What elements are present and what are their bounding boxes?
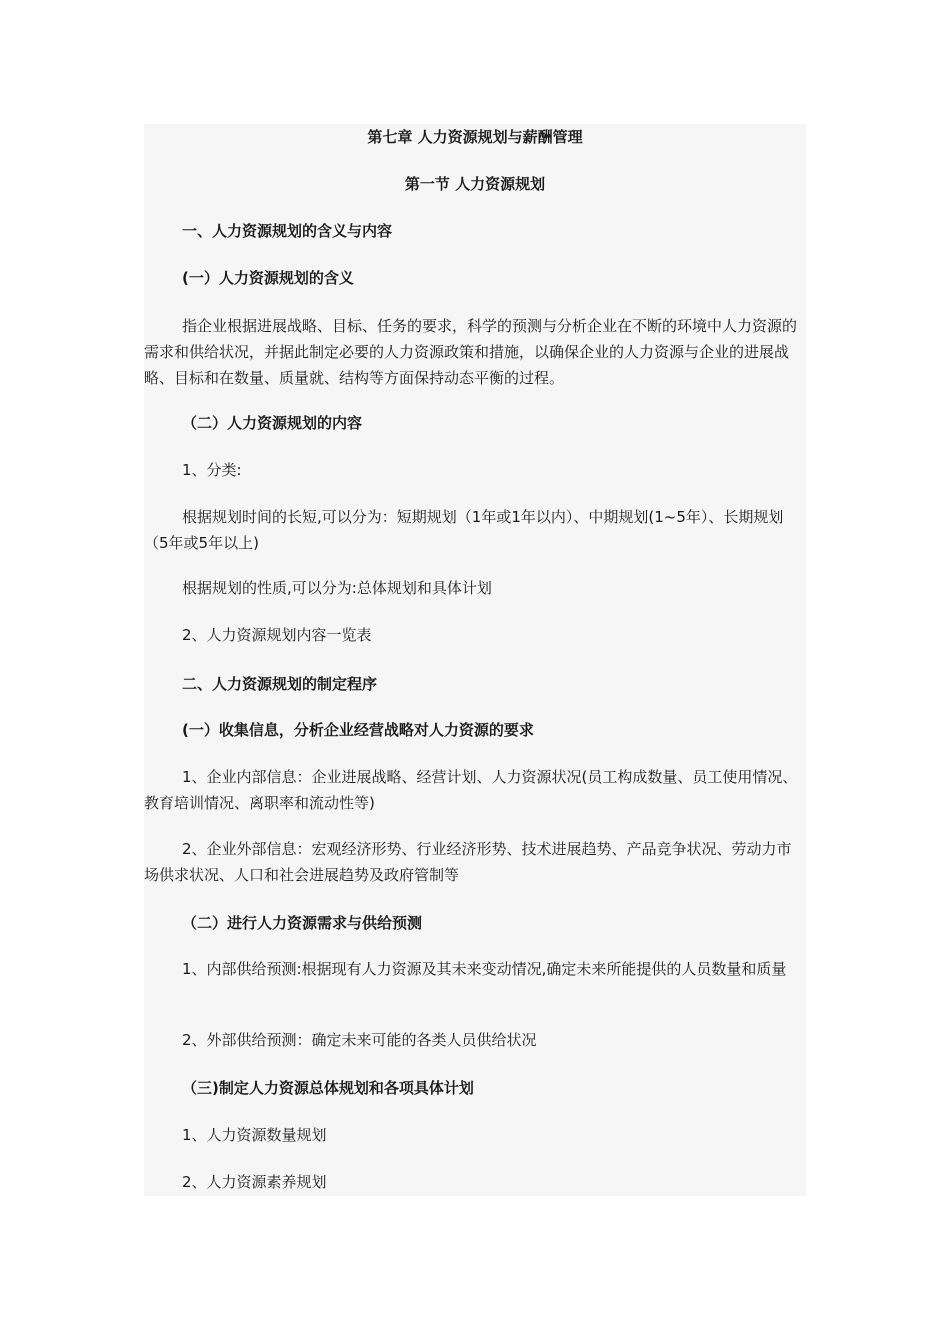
paragraph-internal-info: 1、企业内部信息：企业进展战略、经营计划、人力资源状况(员工构成数量、员工使用情况、教育培训情况、离职率和流动性等) [144,768,798,812]
subheading-2-2: （二）进行人力资源需求与供给预测 [182,914,423,932]
chapter-title: 第七章 人力资源规划与薪酬管理 [367,128,583,146]
paragraph-quantity-plan: 1、人力资源数量规划 [182,1126,327,1144]
section-title: 第一节 人力资源规划 [404,175,546,193]
subheading-1-1: (一）人力资源规划的含义 [182,269,354,287]
paragraph-content-table: 2、人力资源规划内容一览表 [182,626,372,644]
paragraph-external-info: 2、企业外部信息：宏观经济形势、行业经济形势、技术进展趋势、产品竞争状况、劳动力市场供求状况、人口和社会进展趋势及政府管制等 [144,840,792,884]
subheading-2-1: (一）收集信息，分析企业经营战略对人力资源的要求 [182,721,534,739]
paragraph-by-time: 根据规划时间的长短,可以分为：短期规划（1年或1年以内）、中期规划(1~5年）、长期规划（5年或5年以上) [144,508,784,552]
paragraph-definition: 指企业根据进展战略、目标、任务的要求，科学的预测与分析企业在不断的环境中人力资源的需求和供给状况，并据此制定必要的人力资源政策和措施，以确保企业的人力资源与企业的进展战略、目标和在数量、质量就、结构等方面保持动态平衡的过程。 [144,317,798,387]
paragraph-external-supply: 2、外部供给预测：确定未来可能的各类人员供给状况 [182,1031,537,1049]
document-body [144,124,806,1196]
subheading-1-2: （二）人力资源规划的内容 [182,414,363,432]
paragraph-by-nature: 根据规划的性质,可以分为:总体规划和具体计划 [182,579,492,597]
paragraph-internal-supply: 1、内部供给预测:根据现有人力资源及其未来变动情况,确定未来所能提供的人员数量和质量 [182,960,787,978]
heading-1: 一、人力资源规划的含义与内容 [182,222,393,240]
paragraph-quality-plan: 2、人力资源素养规划 [182,1173,327,1191]
heading-2: 二、人力资源规划的制定程序 [182,675,378,693]
subheading-2-3: （三)制定人力资源总体规划和各项具体计划 [182,1079,474,1097]
paragraph-classification: 1、分类: [182,461,242,479]
